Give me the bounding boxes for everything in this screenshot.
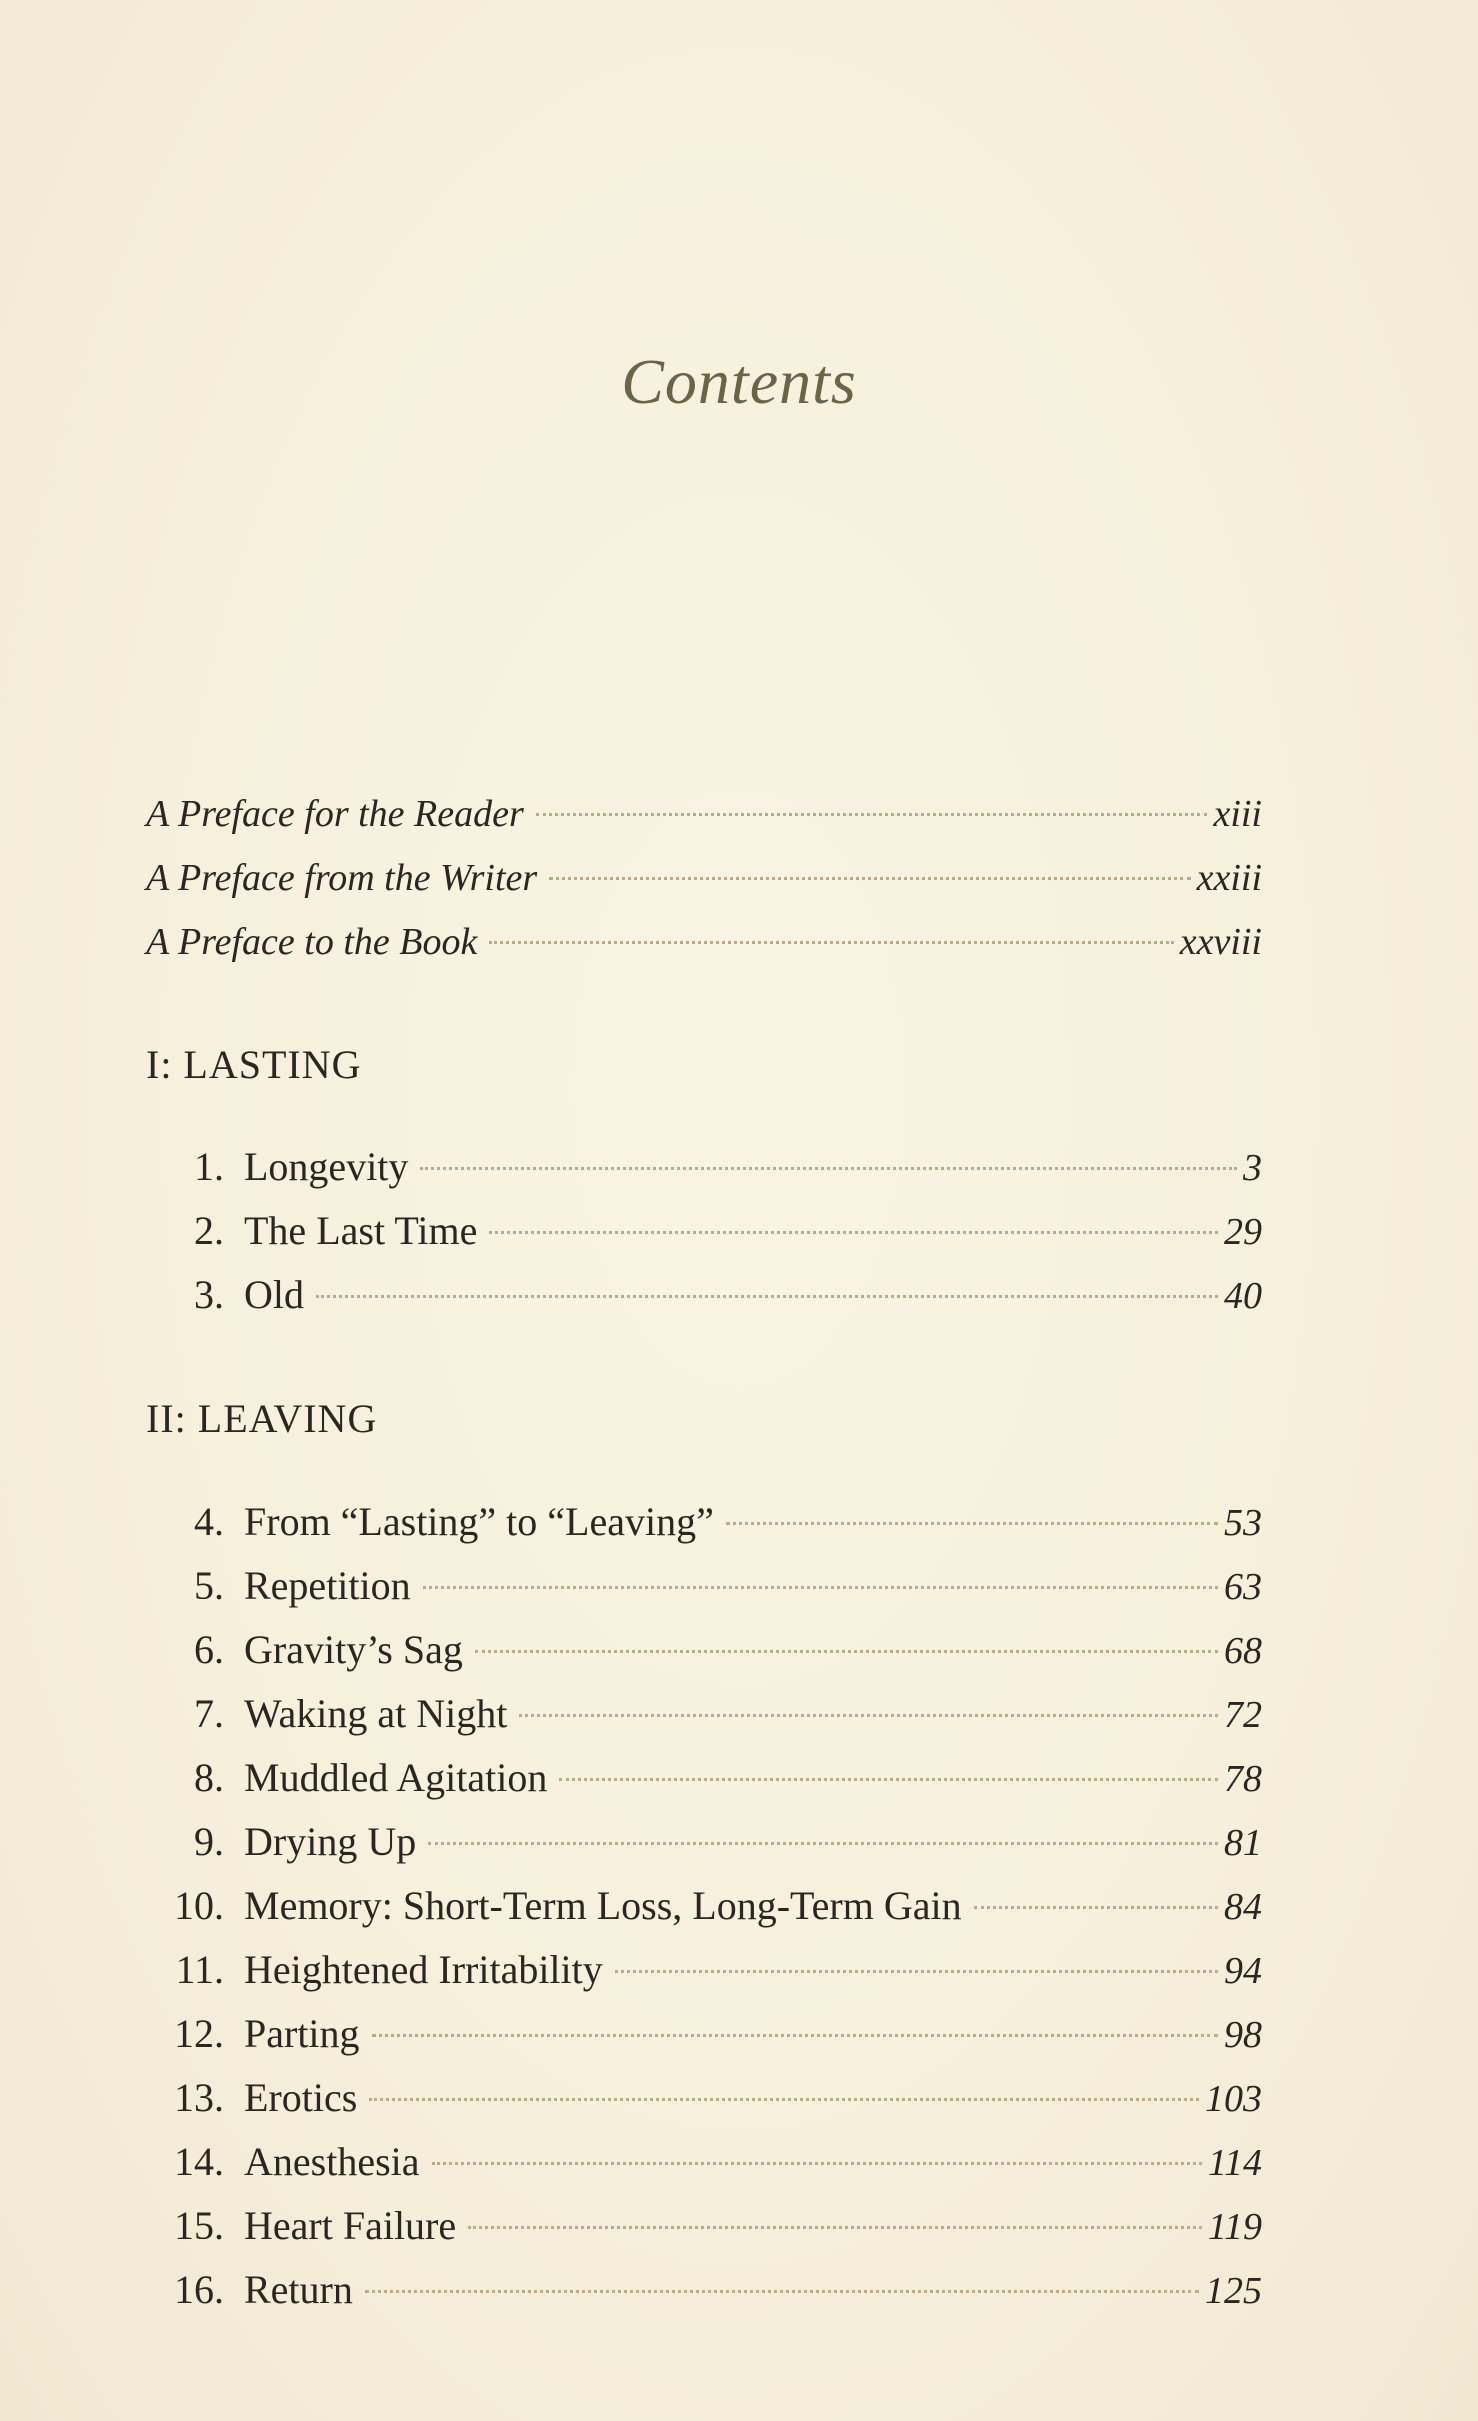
entry-label: Return [244, 2267, 353, 2312]
chapter-number: 12. [174, 2011, 224, 2056]
dot-leader [420, 1167, 1237, 1170]
entry-label: Repetition [244, 1563, 411, 1608]
chapter-number: 1. [194, 1144, 224, 1189]
page-number: 3 [1243, 1147, 1262, 1189]
page-number: xxviii [1179, 921, 1262, 963]
toc-entry-chapter-2[interactable] [146, 1199, 1262, 1263]
chapter-number: 9. [194, 1819, 224, 1864]
entry-label: Heightened Irritability [244, 1947, 603, 1992]
dot-leader [369, 2098, 1199, 2101]
page-number: 72 [1224, 1694, 1262, 1736]
chapter-number: 7. [194, 1691, 224, 1736]
dot-leader [974, 1906, 1218, 1909]
page-number: 78 [1224, 1758, 1262, 1800]
chapter-number: 14. [174, 2139, 224, 2184]
dot-leader [475, 1650, 1218, 1653]
chapter-number: 4. [194, 1499, 224, 1544]
page-number: xxiii [1196, 857, 1262, 899]
page-number: 98 [1224, 2014, 1262, 2056]
entry-label: Memory: Short-Term Loss, Long-Term Gain [244, 1883, 962, 1928]
dot-leader [316, 1295, 1218, 1298]
dot-leader [559, 1778, 1218, 1781]
page-title: Contents [621, 346, 857, 417]
toc-entry-preface-book[interactable] [146, 910, 1262, 974]
dot-leader [423, 1586, 1218, 1589]
toc-entry-chapter-5[interactable] [146, 1554, 1262, 1618]
part-one-chapter-list [146, 1135, 1262, 1327]
dot-leader [428, 1842, 1218, 1845]
entry-label: Gravity’s Sag [244, 1627, 463, 1672]
dot-leader [615, 1970, 1218, 1973]
page-number: 40 [1224, 1275, 1262, 1317]
chapter-number: 5. [194, 1563, 224, 1608]
entry-label: Longevity [244, 1144, 409, 1189]
toc-entry-chapter-8[interactable] [146, 1746, 1262, 1810]
entry-label: Erotics [244, 2075, 358, 2120]
preface-list [146, 782, 1262, 974]
entry-label: A Preface for the Reader [146, 793, 524, 835]
toc-entry-chapter-9[interactable] [146, 1810, 1262, 1874]
chapter-number: 2. [194, 1208, 224, 1253]
entry-label: A Preface from the Writer [146, 857, 538, 899]
toc-entry-chapter-11[interactable] [146, 1938, 1262, 2002]
page-number: 103 [1205, 2078, 1262, 2120]
entry-label: A Preface to the Book [146, 921, 478, 963]
toc-entry-preface-writer[interactable] [146, 846, 1262, 910]
page-number: 63 [1224, 1566, 1262, 1608]
page-number: xiii [1213, 793, 1262, 835]
dot-leader [432, 2162, 1202, 2165]
entry-label: Drying Up [244, 1819, 417, 1864]
chapter-number: 16. [174, 2267, 224, 2312]
dot-leader [468, 2226, 1202, 2229]
page-number: 68 [1224, 1630, 1262, 1672]
entry-label: Muddled Agitation [244, 1755, 548, 1800]
toc-entry-chapter-12[interactable] [146, 2002, 1262, 2066]
dot-leader [519, 1714, 1218, 1717]
chapter-number: 13. [174, 2075, 224, 2120]
page-number: 119 [1207, 2206, 1262, 2248]
page-number: 94 [1224, 1950, 1262, 1992]
chapter-number: 11. [175, 1947, 224, 1992]
page-number: 125 [1205, 2270, 1262, 2312]
toc-entry-chapter-6[interactable] [146, 1618, 1262, 1682]
chapter-number: 8. [194, 1755, 224, 1800]
part-two-chapter-list [146, 1490, 1262, 2322]
entry-label: Heart Failure [244, 2203, 457, 2248]
toc-entry-chapter-3[interactable] [146, 1263, 1262, 1327]
chapter-number: 3. [194, 1272, 224, 1317]
dot-leader [489, 1231, 1218, 1234]
dot-leader [372, 2034, 1218, 2037]
toc-entry-chapter-16[interactable] [146, 2258, 1262, 2322]
dot-leader [489, 941, 1173, 944]
dot-leader [726, 1522, 1218, 1525]
toc-entry-preface-reader[interactable] [146, 782, 1262, 846]
toc-entry-chapter-10[interactable] [146, 1874, 1262, 1938]
dot-leader [549, 877, 1190, 880]
toc-entry-chapter-15[interactable] [146, 2194, 1262, 2258]
chapter-number: 6. [194, 1627, 224, 1672]
page-number: 81 [1224, 1822, 1262, 1864]
toc-entry-chapter-13[interactable] [146, 2066, 1262, 2130]
entry-label: From “Lasting” to “Leaving” [244, 1499, 714, 1544]
part-heading-leaving: II: LEAVING [146, 1396, 378, 1441]
toc-entry-chapter-14[interactable] [146, 2130, 1262, 2194]
chapter-number: 10. [174, 1883, 224, 1928]
entry-label: Parting [244, 2011, 360, 2056]
page-number: 29 [1224, 1211, 1262, 1253]
entry-label: Anesthesia [244, 2139, 420, 2184]
toc-entry-chapter-1[interactable] [146, 1135, 1262, 1199]
page-number: 84 [1224, 1886, 1262, 1928]
chapter-number: 15. [174, 2203, 224, 2248]
page-number: 53 [1224, 1502, 1262, 1544]
dot-leader [365, 2290, 1199, 2293]
dot-leader [536, 813, 1208, 816]
toc-entry-chapter-4[interactable] [146, 1490, 1262, 1554]
entry-label: Waking at Night [244, 1691, 508, 1736]
page-number: 114 [1207, 2142, 1262, 2184]
entry-label: Old [244, 1272, 304, 1317]
entry-label: The Last Time [244, 1208, 478, 1253]
toc-entry-chapter-7[interactable] [146, 1682, 1262, 1746]
part-heading-lasting: I: LASTING [146, 1042, 362, 1087]
